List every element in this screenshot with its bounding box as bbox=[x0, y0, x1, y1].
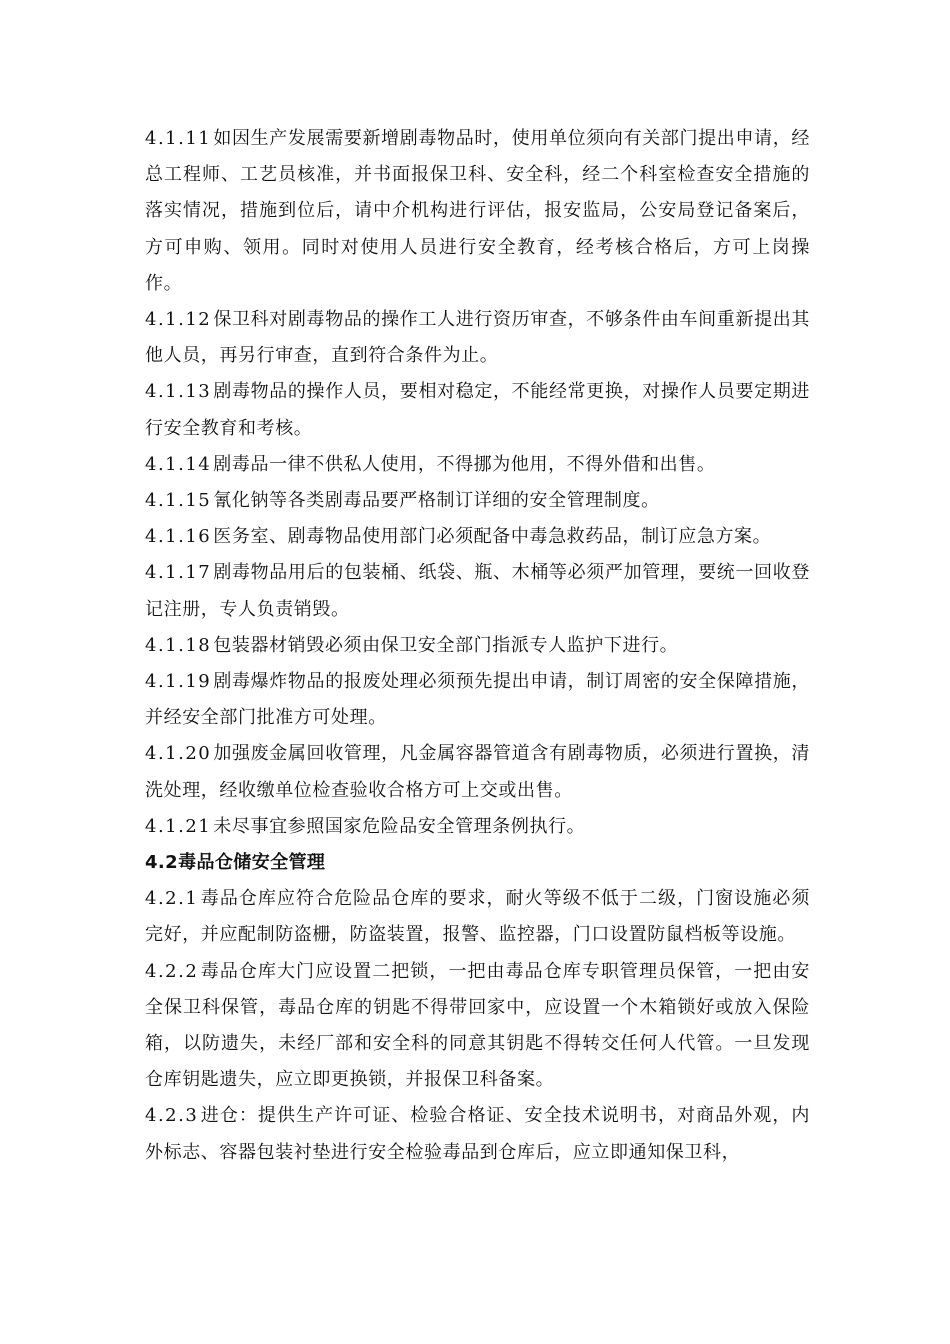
clause-number: 4.1.11 bbox=[145, 128, 212, 149]
clause-4-1-19 bbox=[145, 664, 810, 736]
clause-text: 剧毒爆炸物品的报废处理必须预先提出申请，制订周密的安全保障措施，并经安全部门批准方可处理。 bbox=[145, 671, 810, 729]
clause-text: 如因生产发展需要新增剧毒物品时，使用单位须向有关部门提出申请，经总工程师、工艺员核准，并书面报保卫科、安全科，经二个科室检查安全措施的落实情况，措施到位后，请中介机构进行评估，报安监局，公安局登记备案后，方可申购、领用。同时对使用人员进行安全教育，经考核合格后，方可上岗操作。 bbox=[145, 128, 810, 294]
document-body bbox=[145, 121, 810, 1171]
clause-4-1-18 bbox=[145, 628, 810, 664]
clause-text: 未尽事宜参照国家危险品安全管理条例执行。 bbox=[213, 815, 586, 837]
clause-4-2-1 bbox=[145, 881, 810, 953]
clause-number: 4.1.13 bbox=[145, 381, 212, 403]
clause-4-2-2 bbox=[145, 954, 810, 1099]
clause-text: 毒品仓库大门应设置二把锁，一把由毒品仓库专职管理员保管，一把由安全保卫科保管，毒品仓库的钥匙不得带回家中，应设置一个木箱锁好或放入保险箱，以防遗失，未经厂部和安全科的同意其钥匙不得转交任何人代管。一旦发现仓库钥匙遗失，应立即更换锁，并报保卫科备案。 bbox=[145, 960, 810, 1091]
clause-4-1-16 bbox=[145, 519, 810, 555]
clause-4-1-11 bbox=[145, 121, 810, 302]
clause-number: 4.1.12 bbox=[145, 309, 212, 331]
clause-4-1-17 bbox=[145, 555, 810, 627]
clause-text: 保卫科对剧毒物品的操作工人进行资历审查，不够条件由车间重新提出其他人员，再另行审查，直到符合条件为止。 bbox=[145, 309, 810, 367]
clause-4-2-3 bbox=[145, 1098, 810, 1170]
clause-4-1-14 bbox=[145, 447, 810, 483]
clause-number: 4.1.14 bbox=[145, 453, 212, 475]
clause-number: 4.1.19 bbox=[145, 671, 212, 693]
clause-number: 4.2.2 bbox=[145, 960, 199, 982]
section-title: 毒品仓储安全管理 bbox=[178, 852, 326, 874]
clause-4-1-21 bbox=[145, 809, 810, 845]
clause-text: 加强废金属回收管理，凡金属容器管道含有剧毒物质，必须进行置换，清洗处理，经收缴单位检查验收合格方可上交或出售。 bbox=[145, 743, 810, 801]
clause-4-1-12 bbox=[145, 302, 810, 374]
clause-number: 4.2.3 bbox=[145, 1105, 199, 1127]
clause-text: 剧毒物品的操作人员，要相对稳定，不能经常更换，对操作人员要定期进行安全教育和考核。 bbox=[145, 381, 810, 439]
clause-number: 4.1.16 bbox=[145, 526, 212, 548]
clause-text: 剧毒品一律不供私人使用，不得挪为他用，不得外借和出售。 bbox=[213, 453, 716, 475]
clause-text: 医务室、剧毒物品使用部门必须配备中毒急救药品，制订应急方案。 bbox=[213, 526, 772, 548]
clause-4-1-13 bbox=[145, 374, 810, 446]
clause-number: 4.1.17 bbox=[145, 562, 212, 584]
clause-number: 4.1.18 bbox=[145, 634, 212, 656]
clause-number: 4.1.20 bbox=[145, 743, 212, 765]
clause-4-1-15 bbox=[145, 483, 810, 519]
clause-number: 4.1.15 bbox=[145, 490, 212, 512]
clause-text: 包装器材销毁必须由保卫安全部门指派专人监护下进行。 bbox=[213, 634, 679, 656]
clause-number: 4.1.21 bbox=[145, 815, 212, 837]
clause-text: 毒品仓库应符合危险品仓库的要求，耐火等级不低于二级，门窗设施必须完好，并应配制防盗栅，防盗装置，报警、监控器，门口设置防鼠档板等设施。 bbox=[145, 888, 810, 946]
section-heading-4-2 bbox=[145, 845, 810, 881]
clause-text: 剧毒物品用后的包装桶、纸袋、瓶、木桶等必须严加管理，要统一回收登记注册，专人负责销毁。 bbox=[145, 562, 810, 620]
clause-4-1-20 bbox=[145, 736, 810, 808]
clause-text: 进仓：提供生产许可证、检验合格证、安全技术说明书，对商品外观，内外标志、容器包装衬垫进行安全检验毒品到仓库后，应立即通知保卫科， bbox=[145, 1105, 810, 1163]
section-number: 4.2 bbox=[145, 852, 179, 874]
clause-number: 4.2.1 bbox=[145, 888, 199, 910]
clause-text: 氰化钠等各类剧毒品要严格制订详细的安全管理制度。 bbox=[213, 490, 660, 512]
